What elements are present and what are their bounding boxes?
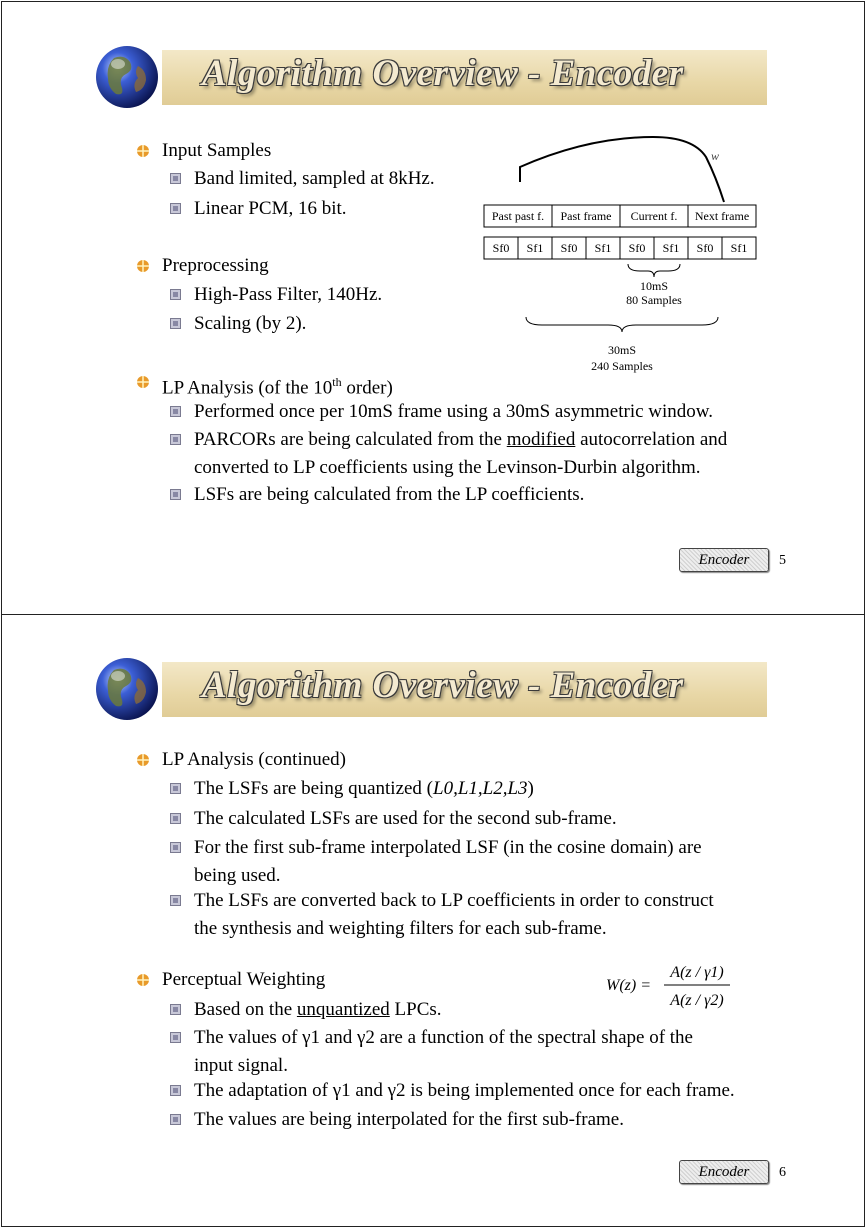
sun-bullet-icon xyxy=(136,144,150,158)
subframe-cell: Sf0 xyxy=(492,241,510,255)
frame-cell: Current f. xyxy=(630,209,678,223)
subframe-cell: Sf1 xyxy=(662,241,680,255)
sun-bullet-icon xyxy=(136,973,150,987)
weighting-formula xyxy=(602,957,742,1011)
frame-window-diagram xyxy=(478,127,768,382)
window-curve xyxy=(520,137,724,202)
square-bullet-icon xyxy=(170,289,181,300)
square-bullet-icon xyxy=(170,783,181,794)
section-tag: Encoder xyxy=(679,1160,769,1184)
slide-title: Algorithm Overview - Encoder xyxy=(202,53,684,94)
square-bullet-icon xyxy=(170,1032,181,1043)
page-number: 6 xyxy=(779,1165,786,1180)
square-bullet-icon xyxy=(170,1085,181,1096)
brace-small-label: 10mS xyxy=(639,279,669,293)
section-tag: Encoder xyxy=(679,548,769,572)
sun-bullet-icon xyxy=(136,375,150,389)
square-bullet-icon xyxy=(170,842,181,853)
frame-cell: Past frame xyxy=(560,209,612,223)
page-number: 5 xyxy=(779,553,786,568)
formula-denominator: A(z / γ2) xyxy=(670,992,724,1009)
subframe-cell: Sf1 xyxy=(730,241,748,255)
subframe-cell: Sf1 xyxy=(594,241,612,255)
subframe-cell: Sf0 xyxy=(696,241,714,255)
brace-small xyxy=(628,264,680,277)
square-bullet-icon xyxy=(170,203,181,214)
square-bullet-icon xyxy=(170,434,181,445)
square-bullet-icon xyxy=(170,489,181,500)
square-bullet-icon xyxy=(170,318,181,329)
subframe-cell: Sf0 xyxy=(560,241,578,255)
frame-cell: Past past f. xyxy=(491,209,545,223)
brace-large xyxy=(526,317,718,332)
square-bullet-icon xyxy=(170,173,181,184)
sun-bullet-icon xyxy=(136,259,150,273)
brace-large-label: 30mS xyxy=(607,343,637,357)
square-bullet-icon xyxy=(170,1004,181,1015)
slide-title: Algorithm Overview - Encoder xyxy=(202,665,684,706)
frame-cell: Next frame xyxy=(694,209,750,223)
square-bullet-icon xyxy=(170,813,181,824)
window-label: w xyxy=(711,149,720,163)
subframe-cell: Sf0 xyxy=(628,241,646,255)
subframe-cell: Sf1 xyxy=(526,241,544,255)
slide-5: Algorithm Overview - Encoder Input Samples Band limited, sampled at 8kHz. Linear PCM, 16 bit. Preprocessing High-Pass Filter, 140Hz. Scaling (by 2). LP Analysis (of the 10th order) Performed once per 10mS frame using a 30mS asymmetric window. PARCORs are being calculated from the modified autocorrelation and converted to LP coefficients using the Levinson-Durbin algorithm. LSFs are being calculated from the LP coefficients. w Past past f. Past frame Current f. Next frame Sf0 Sf1 Sf0 Sf1 Sf0 Sf1 Sf0 Sf1 10mS 80 Samples 30mS 240 Samples Encoder 5 xyxy=(1,1,865,615)
globe-icon xyxy=(94,656,160,722)
sun-bullet-icon xyxy=(136,753,150,767)
subframe-row xyxy=(484,237,756,259)
brace-small-label: 80 Samples xyxy=(626,293,682,307)
brace-large-label: 240 Samples xyxy=(591,359,653,373)
slide-6: Algorithm Overview - Encoder LP Analysis (continued) The LSFs are being quantized (L0,L1,L2,L3) The calculated LSFs are used for the second sub-frame. For the first sub-frame interpolated LSF (in the cosine domain) are being used. The LSFs are converted back to LP coefficients in order to construct the synthesis and weighting filters for each sub-frame. Perceptual Weighting Based on the unquantized LPCs. The values of γ1 and γ2 are a function of the spectral shape of the input signal. The adaptation of γ1 and γ2 is being implemented once for each frame. The values are being interpolated for the first sub-frame. W(z) = A(z / γ1) A(z / γ2) Encoder 6 xyxy=(1,614,865,1227)
square-bullet-icon xyxy=(170,895,181,906)
formula-lhs: W(z) = xyxy=(606,977,652,994)
frame-row xyxy=(484,205,756,227)
formula-numerator: A(z / γ1) xyxy=(670,964,724,981)
square-bullet-icon xyxy=(170,1114,181,1125)
square-bullet-icon xyxy=(170,406,181,417)
globe-icon xyxy=(94,44,160,110)
